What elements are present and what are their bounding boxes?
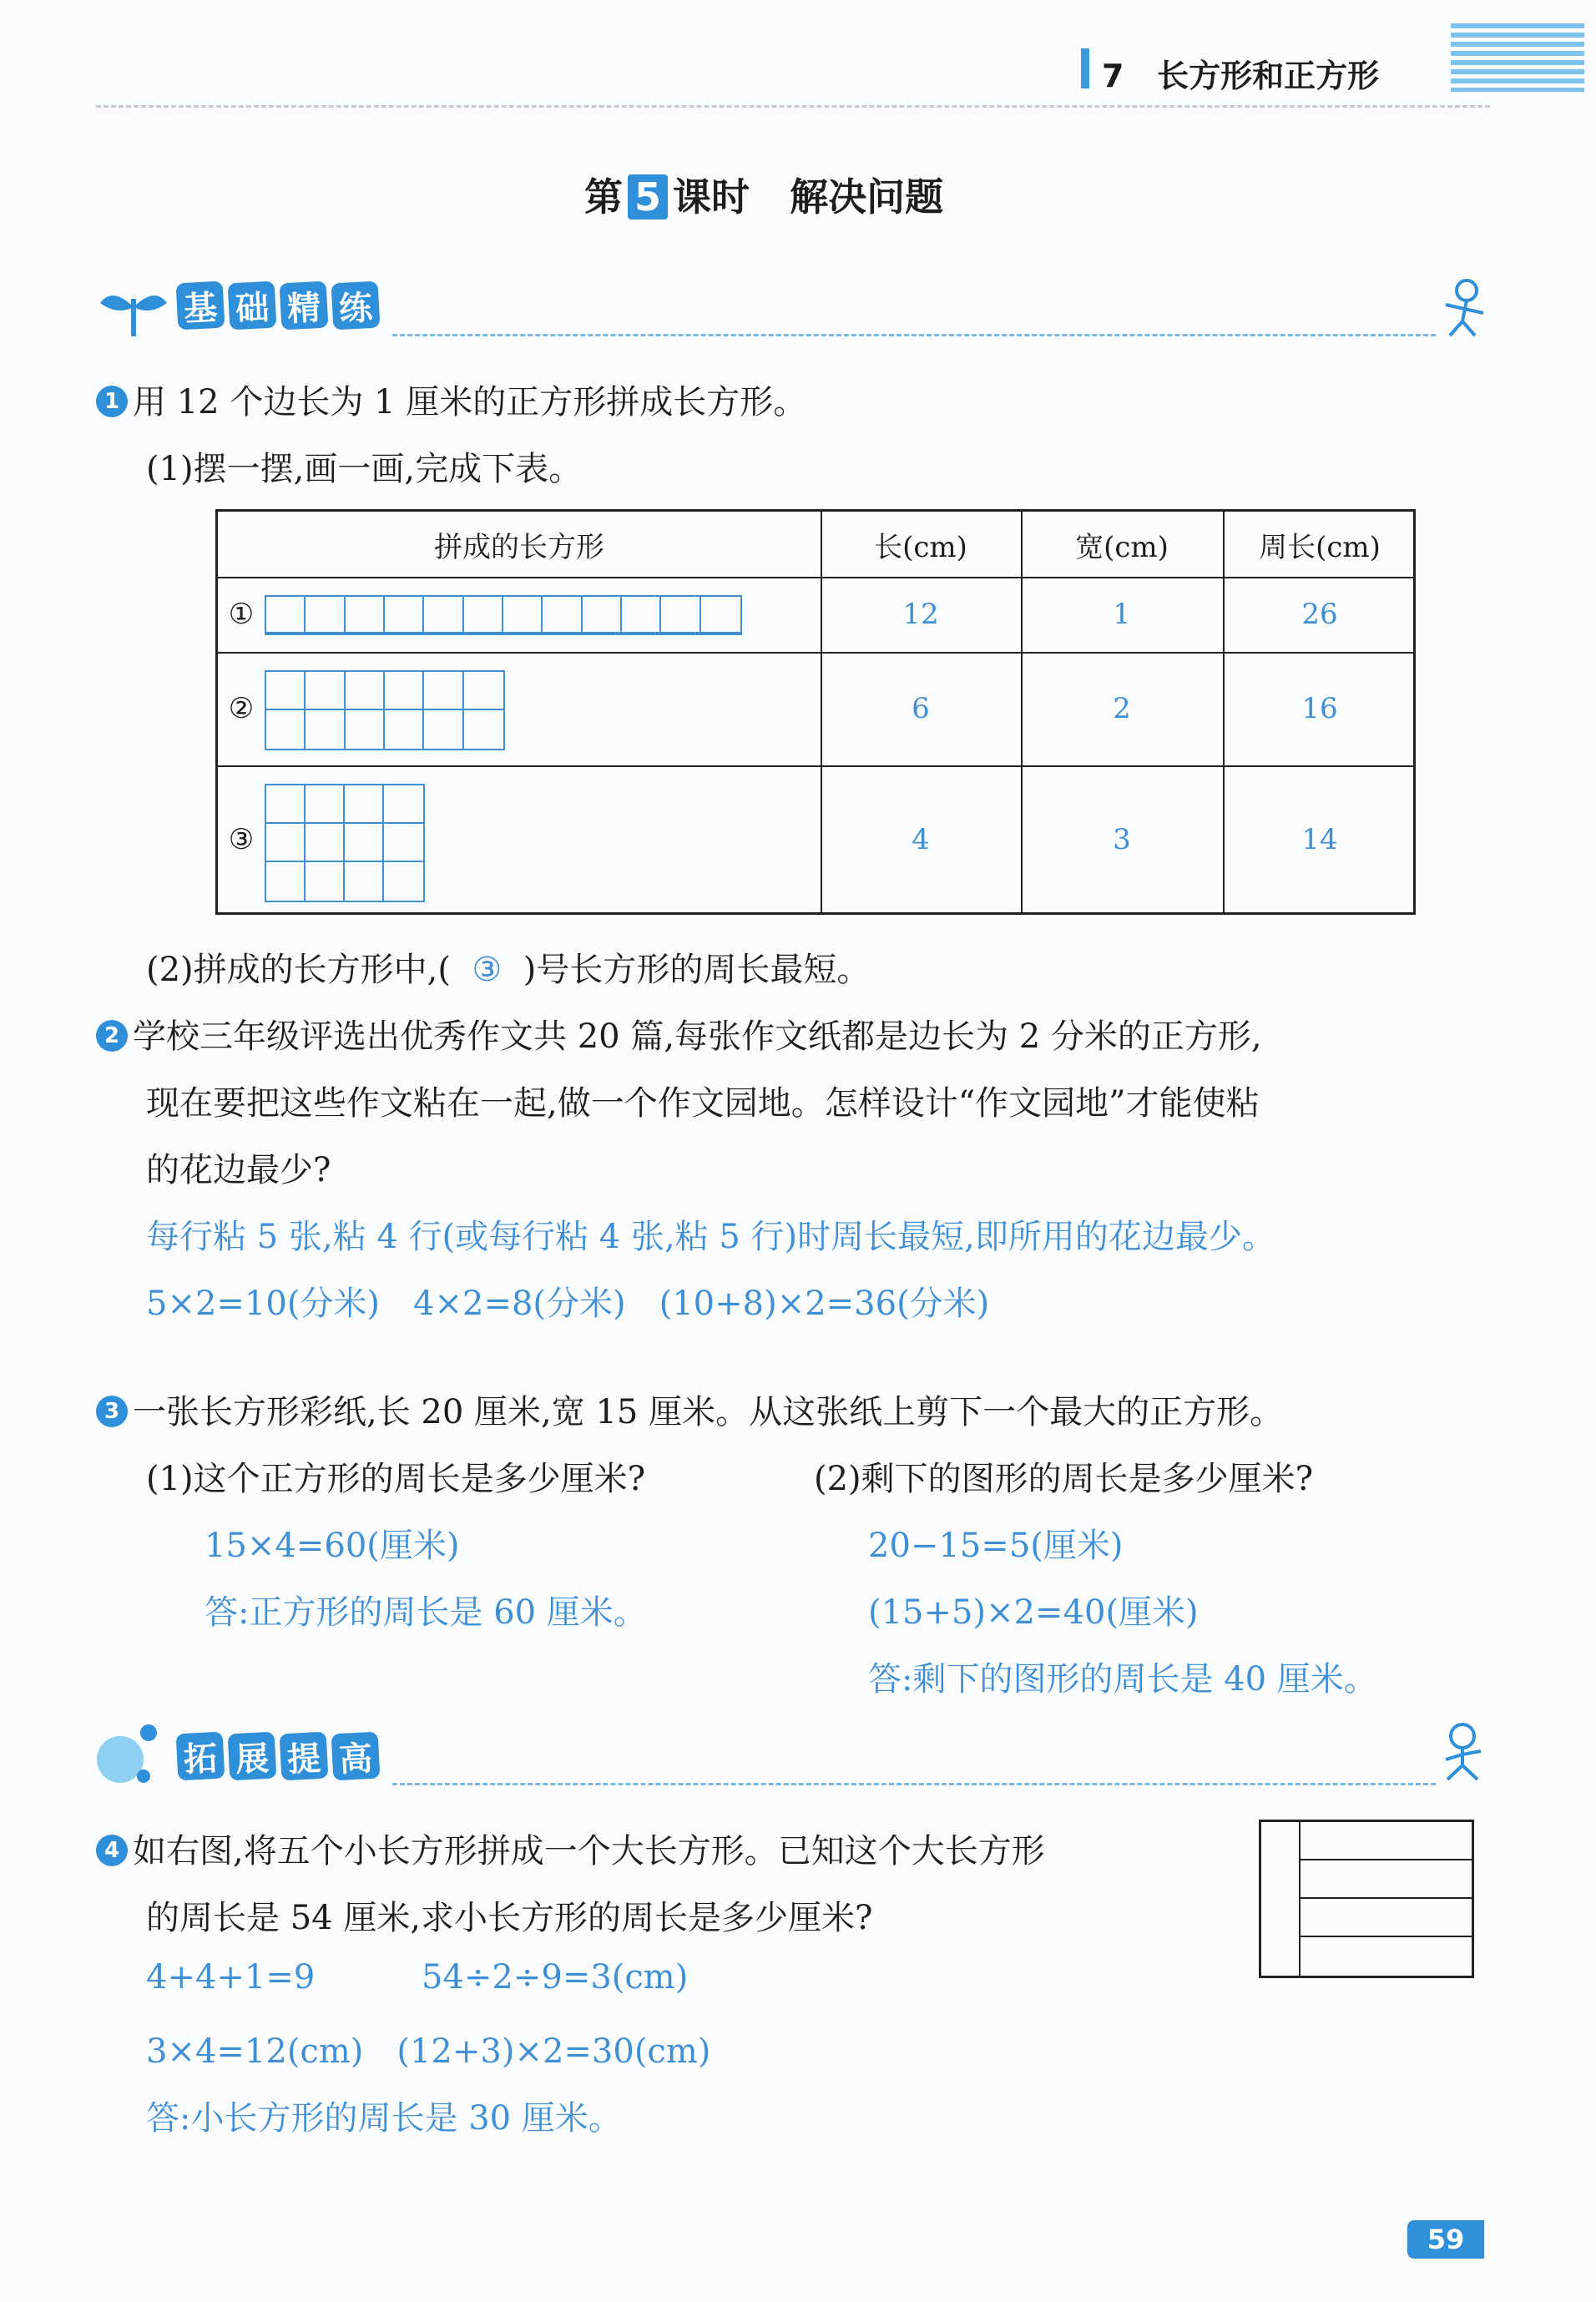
rectangle-table <box>215 509 1416 915</box>
banner-char: 拓 <box>176 1732 225 1781</box>
page-number: 59 <box>1407 2220 1484 2259</box>
banner-char: 基 <box>176 281 225 331</box>
question-1 <box>96 376 806 423</box>
question-number: 1 <box>96 386 128 417</box>
section-divider <box>392 1783 1436 1785</box>
question-text: 学校三年级评选出优秀作文共 20 篇,每张作文纸都是边长为 2 分米的正方形, <box>133 1017 1262 1056</box>
q3-sub2: (2)剩下的图形的周长是多少厘米? <box>814 1460 1314 1498</box>
table-cell-perimeter: 16 <box>1301 692 1338 725</box>
q4-answer-1a: 4+4+1=9 <box>146 1958 316 1997</box>
table-cell-width: 2 <box>1113 692 1131 725</box>
lesson-prefix: 第 <box>584 174 623 220</box>
section-divider <box>392 334 1436 336</box>
q3-a2-line2: (15+5)×2=40(厘米) <box>868 1593 1199 1632</box>
header-divider <box>96 105 1490 108</box>
banner-char: 精 <box>280 281 329 331</box>
table-header: 拼成的长方形 <box>434 530 604 564</box>
question-4 <box>96 1825 1045 1872</box>
q1-sub1: (1)摆一摆,画一画,完成下表。 <box>146 450 583 488</box>
question-text: 用 12 个边长为 1 厘米的正方形拼成长方形。 <box>133 383 807 422</box>
banner-char: 提 <box>280 1732 329 1781</box>
table-cell-perimeter: 26 <box>1301 598 1338 631</box>
grid-3x4 <box>265 784 425 902</box>
banner-char: 础 <box>228 281 277 331</box>
chapter-title: 长方形和正方形 <box>1157 58 1380 94</box>
question-3 <box>96 1386 1283 1433</box>
row-label: ③ <box>228 823 255 856</box>
q4-answer-1b: 54÷2÷9=3(cm) <box>422 1958 689 1997</box>
section-banner-extend <box>177 1733 379 1783</box>
chapter-header <box>1102 50 1379 96</box>
header-stripes-decoration <box>1451 23 1584 92</box>
question-text: 如右图,将五个小长方形拼成一个大长方形。已知这个大长方形 <box>133 1832 1045 1870</box>
table-cell-length: 4 <box>912 823 930 856</box>
q1-sub2-after: )号长方形的周长最短。 <box>523 951 871 989</box>
table-cell-perimeter: 14 <box>1301 823 1338 856</box>
banner-char: 练 <box>331 281 381 331</box>
banner-char: 展 <box>228 1732 277 1781</box>
q2-answer-2: 5×2=10(分米) 4×2=8(分米) (10+8)×2=36(分米) <box>146 1285 990 1323</box>
question-number: 3 <box>96 1396 128 1427</box>
table-cell-length: 6 <box>912 692 930 725</box>
grid-1x12 <box>265 595 742 635</box>
question-number: 2 <box>96 1020 128 1052</box>
question-2 <box>96 1010 1262 1058</box>
grid-2x6 <box>265 670 505 750</box>
q3-a1-line1: 15×4=60(厘米) <box>205 1527 460 1565</box>
lesson-title <box>584 167 943 222</box>
table-cell-width: 3 <box>1113 823 1131 856</box>
question-number: 4 <box>96 1835 128 1866</box>
lesson-number: 5 <box>628 174 668 220</box>
q2-line3: 的花边最少? <box>146 1151 331 1189</box>
table-header: 长(cm) <box>874 530 967 564</box>
table-cell-width: 1 <box>1113 598 1131 631</box>
q2-answer-1: 每行粘 5 张,粘 4 行(或每行粘 4 张,粘 5 行)时周长最短,即所用的花边最少。 <box>146 1218 1275 1256</box>
table-cell-length: 12 <box>902 598 939 631</box>
section-banner-basic <box>177 282 379 332</box>
row-label: ① <box>228 598 255 631</box>
q1-sub2-answer: ③ <box>472 951 503 989</box>
table-header: 周长(cm) <box>1259 530 1381 564</box>
row-label: ② <box>228 692 255 725</box>
q3-sub1: (1)这个正方形的周长是多少厘米? <box>146 1460 646 1498</box>
sprout-icon <box>96 282 171 341</box>
five-rectangles-figure <box>1259 1820 1474 1978</box>
chapter-number: 7 <box>1102 58 1124 94</box>
stick-figure-icon <box>1429 275 1496 342</box>
q3-a1-line2: 答:正方形的周长是 60 厘米。 <box>205 1593 647 1632</box>
q3-a2-line3: 答:剩下的图形的周长是 40 厘米。 <box>868 1660 1377 1699</box>
bubbles-icon <box>93 1719 169 1786</box>
stick-figure-icon <box>1429 1719 1496 1786</box>
q2-line2: 现在要把这些作文粘在一起,做一个作文园地。怎样设计“作文园地”才能使粘 <box>146 1084 1260 1123</box>
q4-answer-3: 答:小长方形的周长是 30 厘米。 <box>146 2099 622 2138</box>
lesson-topic: 解决问题 <box>790 174 944 220</box>
q1-sub2-before: (2)拼成的长方形中,( <box>146 951 451 989</box>
lesson-suffix: 课时 <box>673 174 750 220</box>
q1-sub2 <box>146 943 870 991</box>
question-text: 一张长方形彩纸,长 20 厘米,宽 15 厘米。从这张纸上剪下一个最大的正方形。 <box>133 1393 1284 1431</box>
q4-answer-2: 3×4=12(cm) (12+3)×2=30(cm) <box>146 2032 711 2071</box>
q4-line2: 的周长是 54 厘米,求小长方形的周长是多少厘米? <box>146 1899 873 1937</box>
table-header: 宽(cm) <box>1075 530 1169 564</box>
header-accent-bar <box>1081 48 1089 88</box>
banner-char: 高 <box>331 1732 381 1781</box>
q3-a2-line1: 20−15=5(厘米) <box>868 1527 1124 1565</box>
